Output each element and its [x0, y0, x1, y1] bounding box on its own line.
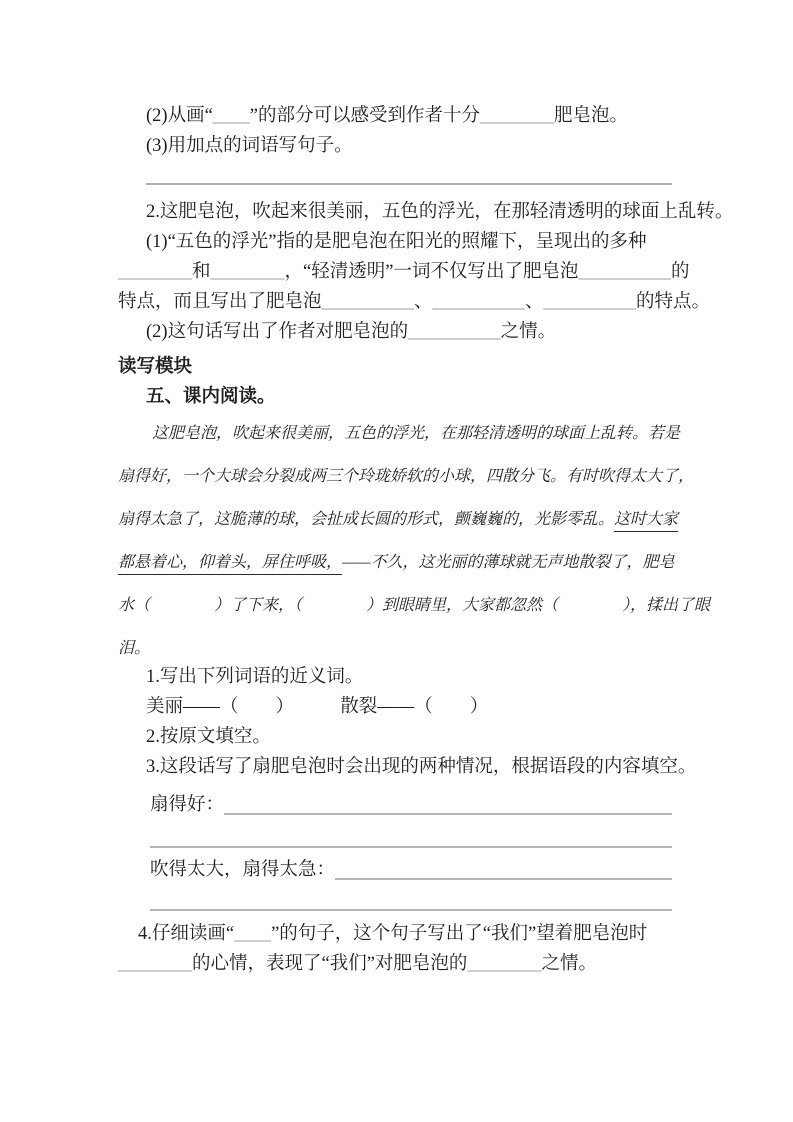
answer-writing-line — [335, 855, 672, 880]
fill-in-blank: __________ — [543, 292, 637, 312]
text-segment: (1)“五色的浮光”指的是肥皂泡在阳光的照耀下，呈现出的多种 — [146, 232, 647, 252]
reading-passage — [118, 412, 711, 670]
question-1-synonym-blanks — [118, 692, 672, 722]
text-segment: 、 — [414, 292, 433, 312]
question-2-1-line-2 — [118, 257, 690, 287]
text-segment: 2.这肥皂泡，吹起来很美丽，五色的浮光，在那轻清透明的球面上乱转。 — [146, 202, 734, 222]
answer-writing-line — [150, 909, 672, 911]
text-segment: 水（ ）了下来，（ ）到眼睛里，大家都忽然（ ），揉出了眼 — [118, 597, 711, 614]
text-segment: 肥皂泡。 — [554, 106, 629, 126]
module-heading: 读写模块 — [118, 357, 193, 377]
text-segment: (3)用加点的词语写句子。 — [146, 136, 353, 156]
fill-in-blank: ________ — [210, 262, 285, 282]
question-3-answer-row-2 — [118, 855, 672, 885]
text-segment: ”的句子，这个句子写出了“我们”望着肥皂泡时 — [271, 924, 648, 944]
text-segment: 的 — [670, 262, 690, 282]
question-2-sentence — [118, 197, 734, 227]
text-segment: 和 — [192, 262, 211, 282]
fill-in-blank: ________ — [467, 954, 542, 974]
fill-in-blank: __________ — [432, 292, 526, 312]
question-4-line-2 — [118, 949, 672, 979]
question-3 — [118, 752, 697, 782]
underlined-text: 这时大家 — [614, 511, 678, 532]
text-segment: ”的部分可以感受到作者十分 — [249, 106, 481, 126]
text-segment: 的特点。 — [636, 292, 711, 312]
question-1 — [118, 662, 672, 692]
section-heading: 五、课内阅读。 — [146, 387, 276, 407]
text-segment: (2)从画“ — [146, 106, 213, 126]
text-segment: 美丽——（ ） 散裂——（ ） — [146, 697, 489, 717]
text-segment: (2)这句话写出了作者对肥皂泡的 — [146, 322, 409, 342]
answer-writing-line — [146, 183, 672, 185]
question-3-label-1: 扇得好： — [150, 795, 225, 815]
fill-in-blank: __________ — [578, 262, 671, 282]
text-segment: 特点，而且写出了肥皂泡 — [118, 292, 322, 312]
text-segment: 这肥皂泡，吹起来很美丽，五色的浮光，在那轻清透明的球面上乱转。若是 — [152, 425, 681, 442]
text-segment: 4.仔细读画“ — [138, 924, 235, 944]
text-segment: 1.写出下列词语的近义词。 — [146, 667, 364, 687]
text-segment: 之情。 — [500, 322, 557, 342]
question-2 — [118, 722, 672, 752]
fill-in-blank: ________ — [118, 954, 192, 974]
text-segment: 、 — [525, 292, 544, 312]
passage-line — [118, 455, 695, 498]
comprehension-questions — [118, 662, 697, 979]
text-segment: 扇得好，一个大球会分裂成两三个玲珑娇软的小球，四散分飞。有时吹得太大了， — [118, 468, 695, 485]
word-exercise-line-2-2 — [118, 101, 672, 131]
word-exercise-line-2-3 — [118, 131, 672, 161]
text-segment: 泪。 — [118, 640, 151, 657]
text-segment: ——不久，这光丽的薄球就无声地散裂了，肥皂 — [342, 554, 675, 571]
text-segment: 的心情，表现了“我们”对肥皂泡的 — [192, 954, 468, 974]
fill-in-blank: ________ — [480, 106, 555, 126]
answer-writing-line — [150, 846, 672, 848]
passage-line — [118, 412, 681, 455]
fill-in-blank: ________ — [118, 262, 192, 282]
text-segment: 3.这段话写了扇肥皂泡时会出现的两种情况，根据语段的内容填空。 — [146, 757, 697, 777]
passage-line — [118, 541, 675, 584]
underlined-text: 都悬着心，仰着头，屏住呼吸， — [118, 554, 342, 575]
text-segment: 扇得太急了，这脆薄的球，会扯成长圆的形式，颤巍巍的，光影零乱。 — [118, 511, 615, 528]
question-3-answer-row-1 — [118, 790, 672, 820]
question-2-1-line-1 — [118, 227, 672, 257]
fill-in-blank: __________ — [408, 322, 501, 342]
fill-in-blank: ____ — [212, 106, 250, 126]
passage-line — [118, 498, 679, 541]
fill-in-blank: __________ — [321, 292, 415, 312]
question-3-label-2: 吹得太大，扇得太急： — [150, 860, 336, 880]
question-2-1-line-3 — [118, 287, 711, 317]
question-2-2-line — [118, 317, 672, 347]
answer-writing-line — [224, 790, 672, 815]
text-segment: 之情。 — [541, 954, 597, 974]
fill-in-blank: ____ — [234, 924, 272, 944]
question-4-line-1 — [118, 919, 672, 949]
text-segment: ，“轻清透明”一词不仅写出了肥皂泡 — [284, 262, 579, 282]
text-segment: 2.按原文填空。 — [146, 727, 271, 747]
passage-line — [118, 584, 711, 627]
